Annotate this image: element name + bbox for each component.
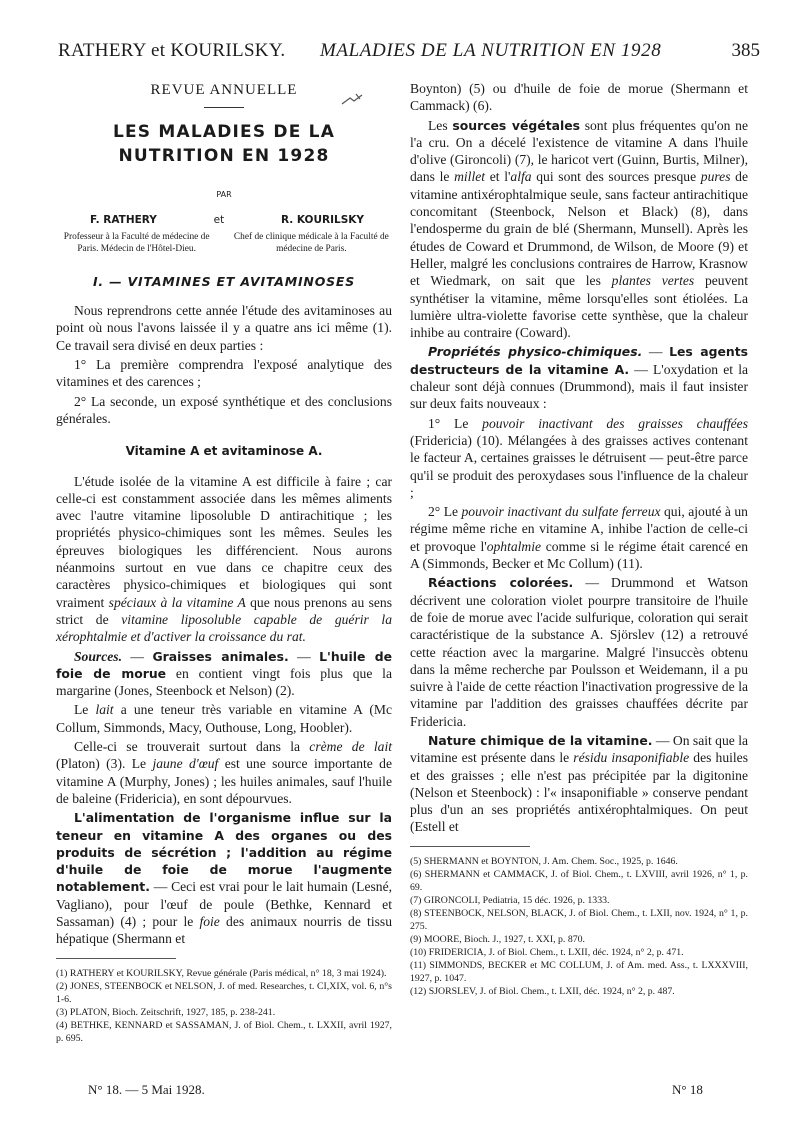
footnote: (8) STEENBOCK, NELSON, BLACK, J. of Biol. Chem., t. LXII, nov. 1924, n° 1, p. 275. [410,907,748,932]
text-run: et l' [485,169,511,185]
text-run: — [642,344,670,360]
affiliation-rathery: Professeur à la Faculté de médecine de Paris. Médecin de l'Hôtel-Dieu. [63,231,210,254]
text-run: qui, ajouté à un régime même riche en vitamine A, inhibe l'action de celle-ci et provoque l' [410,504,748,554]
text-run: de vitamine antixérophtalmique seule, sans facteur antirachitique concomitant (Steenbock, Nelson et Black) (8), dans l'endosperme du grain de blé (Shermann, Munsell). Après les études de Coward et Drummond, de Wilson, de Moore (9) et Heller, malgré les conclusions contraires de Harrow, Krasnow et Wiedmark, on sait que les [410,169,748,289]
italic-run: alfa [510,169,532,185]
author-conjunction: et [213,213,225,226]
paragraph [56,809,392,947]
right-column [410,80,748,998]
bold-run: Réactions colorées. [428,575,574,591]
text-run: qui sont des sources presque [531,169,701,185]
text-run: — Ceci est vrai pour le lait humain (Lesné, Vagliano), pour l'œuf de poule (Bethke, Kennard et Sassaman) (4) ; pour le [56,879,392,929]
text-run: — Drummond et Watson décrivent une coloration violet pourpre transitoire de l'huile de foie de morue avec l'acide sulfurique, coloration qui serait caractéristique de la substance A. Sjörslev (12) a retrouvé cette réaction avec la margarine. Malgré l'insuccès obtenu dans la même recherche par Poulsson et Weidemann, il a pu suivre à l'aide de cette réaction l'inactivation progressive de la vitamine par l'addition des graisses chauffées décrite par Fridericia. [410,575,748,729]
italic-run: pures [700,169,731,185]
italic-run: spéciaux à la vitamine A [108,594,246,610]
text-run: — [121,648,153,664]
paragraph: 2° La seconde, un exposé synthétique et des conclusions générales. [56,393,392,426]
paragraph [56,473,392,646]
italic-run: foie [199,913,220,929]
italic-run: jaune d'œuf [152,756,219,772]
footnote: (1) RATHERY et KOURILSKY, Revue générale (Paris médical, n° 18, 3 mai 1924). [56,967,387,979]
divider [204,107,244,108]
paragraph [410,415,748,501]
article-title [56,120,392,168]
paragraph [56,648,392,700]
text-run: (Platon) (3). Le [56,756,153,772]
bold-run: Nature chimique de la vitamine. [428,732,653,748]
page-number: 385 [731,40,760,61]
paragraph [410,574,748,730]
footnote: (10) FRIDERICIA, J. of Biol. Chem., t. LXII, déc. 1924, n° 2, p. 471. [410,946,684,958]
italic-run: lait [95,702,114,718]
author-rathery: F. RATHERY [90,213,157,226]
text-run: — [288,648,320,664]
paragraph: 1° La première comprendra l'exposé analytique des vitamines et des carences ; [56,357,392,390]
footnote: (12) SJORSLEV, J. of Biol. Chem., t. LXII, déc. 1924, n° 2, p. 487. [410,985,675,997]
subsection-heading: Vitamine A et avitaminose A. [125,444,323,459]
section-heading: I. — VITAMINES ET AVITAMINOSES [92,273,356,289]
paragraph [410,503,748,572]
paragraph [56,701,392,736]
issue-number-right: N° 18 [672,1082,703,1097]
text-run: en contient vingt fois plus que la margarine (Jones, Steenbock et Nelson) (2). [56,665,392,699]
text-run: 1° Le [428,415,483,431]
text-run: des huiles et des graisses ; elle n'est pas précipitée par la digitonine (Nelson et Steenbock) : l'« insaponifiable » conserve pendant plus d'un an ses propriétés antixérophtalmiques. On peut (Estell et [410,750,748,835]
footnote-divider [56,958,176,959]
bold-run: L'alimentation de l'organisme influe sur la teneur en vitamine A des organes ou des produits de sécrétion ; l'addition au régime d'huile de foie de morue l'augmente notablement. [56,810,392,895]
footnote: (4) BETHKE, KENNARD et SASSAMAN, J. of Biol. Chem., t. LXXII, avril 1927, p. 695. [56,1019,392,1044]
italic-run: vitamine liposoluble capable de guérir la xérophtalmie et d'activer la croissance du rat. [56,611,392,645]
paragraph [410,117,748,342]
text-run: Celle-ci se trouverait surtout dans la [74,739,310,755]
italic-run: pouvoir inactivant du sulfate ferreux [461,504,661,520]
text-run: des animaux nourris de tissu hépatique (Shermann et [56,913,392,947]
paragraph: Boynton) (5) ou d'huile de foie de morue (Shermann et Cammack) (6). [410,81,748,114]
bold-run: sources végétales [452,117,580,133]
issue-number-left: N° 18. — 5 Mai 1928. [88,1082,205,1097]
text-run: comme si le régime était carencé en A (Simmonds, Becker et Mc Collum) (11). [410,538,748,572]
text-run: est une source importante de vitamine A (Murphy, Jones) ; les huiles animales, sauf l'huile de baleine (Fridericia), en sont dépourvues. [56,756,393,806]
footnote: (11) SIMMONDS, BECKER et MC COLLUM, J. of Am. med. Ass., t. LXXXVIII, 1927, p. 1047. [410,959,748,984]
bold-run: Les agents destructeurs de la vitamine A. [410,344,748,377]
running-header [58,40,760,66]
italic-run: Sources. [74,648,122,664]
text-run: Les [428,117,453,133]
bold-italic-run: Propriétés physico-chimiques. [428,344,643,360]
text-run: 2° Le [428,504,462,520]
italic-run: résidu insaponifiable [573,750,690,766]
text-run: L'étude isolée de la vitamine A est difficile à faire ; car celle-ci est constamment associée dans les mêmes aliments avec l'autre vitamine liposoluble D antirachitique ; les propriétés physico-chimiques sont les mêmes. Seules les épreuves biologiques les différencient. Nous aurons néanmoins surtout en vue dans ce chapitre ceux des caractères physico-chimiques et biologiques qui sont vraiment [56,473,392,610]
italic-run: ophtalmie [486,538,542,554]
footnote: (7) GIRONCOLI, Pediatria, 15 déc. 1926, p. 1333. [410,894,610,906]
text-run: (Fridericia) (10). Mélangées à des graisses actives contenant le facteur A, certaines graisses le détruisent — peut-être parce qu'il se produit des peroxydases sous l'influence de la chaleur ; [410,432,748,500]
bold-run: L'huile de foie de morue [56,648,393,681]
footnote: (6) SHERMANN et CAMMACK, J. of Biol. Chem., t. LXVIII, avril 1926, n° 1, p. 69. [410,868,748,893]
left-column [56,80,392,1045]
footnote: (3) PLATON, Bioch. Zeitschrift, 1927, 185, p. 238-241. [56,1006,276,1018]
revue-label: REVUE ANNUELLE [150,82,298,98]
title-line-2: NUTRITION EN 1928 [118,146,330,167]
paragraph [410,343,748,412]
text-run: — On sait que la vitamine est présente dans le [410,732,749,766]
header-journal-title: MALADIES DE LA NUTRITION EN 1928 [320,40,662,61]
italic-run: millet [454,169,486,185]
footnote-divider [410,846,530,847]
text-run: que nous prenons au sens strict de [56,594,392,627]
italic-run: pouvoir inactivant des graisses chauffées [482,415,748,431]
paragraph [56,738,392,807]
italic-run: crème de lait [309,739,392,755]
text-run: Le [74,702,96,718]
footnote: (5) SHERMANN et BOYNTON, J. Am. Chem. Soc., 1925, p. 1646. [410,855,678,867]
footnote: (2) JONES, STEENBOCK et NELSON, J. of med. Researches, t. CI,XIX, vol. 6, n°s 1-6. [56,980,392,1005]
header-authors: RATHERY et KOURILSKY. [58,40,286,61]
paragraph [410,732,748,836]
par-label: PAR [216,190,232,200]
text-run: a une teneur très variable en vitamine A (Mc Collum, Simmonds, Macy, Outhouse, Long, Hoobler). [56,702,392,735]
authors-row [56,212,392,229]
paragraph: Nous reprendrons cette année l'étude des avitaminoses au point où nous l'avons laissée il y a quatre ans ici même (1). Ce travail sera divisé en deux parties : [56,303,392,353]
title-line-1: LES MALADIES DE LA [112,122,336,143]
text-run: — L'oxydation et la chaleur sont déjà connues (Drummond), mais il faut insister sur deux faits nouveaux : [410,361,748,412]
affiliations-row [56,231,392,255]
author-kourilsky: R. KOURILSKY [280,213,364,226]
italic-run: plantes vertes [611,273,695,289]
text-run: peuvent synthétiser la vitamine, même lorsqu'elles sont étiolées. La lumière ultra-violette favorise cette synthèse, que la chaleur inhibe au contraire (Coward). [410,273,748,341]
affiliation-kourilsky: Chef de clinique médicale à la Faculté de médecine de Paris. [233,231,389,254]
text-run: sont plus fréquentes qu'on ne l'a cru. On a décelé l'existence de vitamine A dans l'huile d'olive (Gironcoli) (7), le haricot vert (Guinn, Burtis, Milner), dans le [410,117,748,185]
footnote: (9) MOORE, Bioch. J., 1927, t. XXI, p. 870. [410,933,585,945]
bold-run: Graisses animales. [152,648,289,664]
